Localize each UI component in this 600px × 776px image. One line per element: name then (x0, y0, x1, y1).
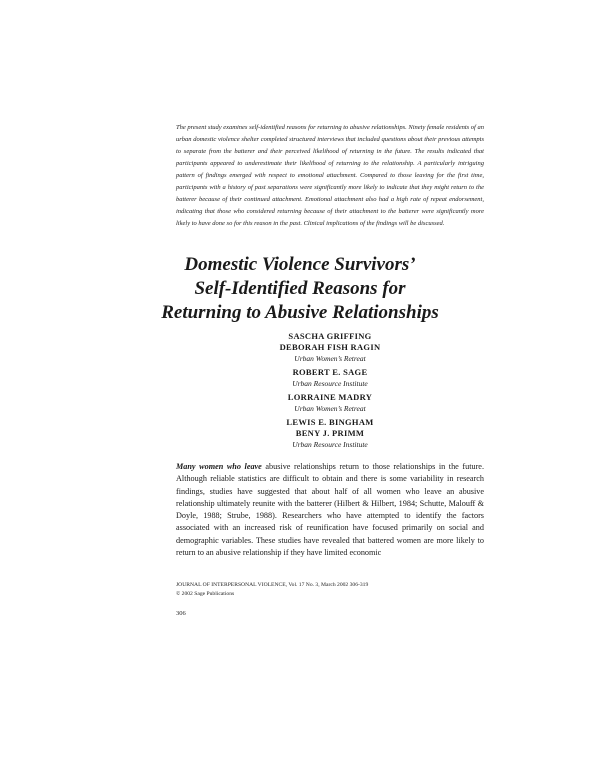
author-name: LORRAINE MADRY (287, 392, 373, 402)
author-name: SASCHA GRIFFING (288, 331, 372, 341)
page-number: 306 (176, 610, 186, 617)
journal-citation (176, 581, 496, 599)
author-name: DEBORAH FISH RAGIN (279, 342, 381, 352)
paragraph-text: abusive relationships return to those relationships in the future. Although reliable statistics are difficult to obtain and there is some variability in research findings, studies have suggested that about half of all women who leave an abusive relationship ultimately reunite with the batterer (Hilbert & Hilbert, 1984; Schutte, Malouff & Doyle, 1988; Strube, 1988). Researchers who have attempted to identify the factors associated with an increased risk of reunification have focused primarily on social and demographic variables. These studies have revealed that battered women are more likely to return to an abusive relationship if they have limited economic (176, 462, 484, 558)
author-group (176, 367, 484, 389)
paragraph-lead-in: Many women who leave (176, 462, 262, 471)
journal-info: JOURNAL OF INTERPERSONAL VIOLENCE, Vol. 17 No. 3, March 2002 306-319 (176, 582, 369, 588)
author-group (176, 417, 484, 450)
author-affiliation: Urban Resource Institute (292, 379, 368, 388)
article-title (150, 253, 450, 325)
author-affiliation: Urban Women’s Retreat (294, 404, 366, 413)
copyright-notice: © 2002 Sage Publications (176, 591, 235, 597)
body-paragraph (176, 461, 484, 559)
author-group (176, 331, 484, 364)
author-name: ROBERT E. SAGE (292, 367, 368, 377)
abstract: The present study examines self-identified reasons for returning to abusive relationships. Ninety female residents of an urban domestic violence shelter completed structured interviews that included questions about their previous attempts to separate from the batterer and their perceived likelihood of returning in the future. The results indicated that participants appeared to underestimate their likelihood of returning to the relationship. A particularly intriguing pattern of findings emerged with respect to emotional attachment. Compared to those leaving for the first time, participants with a history of past separations were significantly more likely to indicate that they might return to the batterer because of their continued attachment. Emotional attachment also had a high rate of repeat endorsement, indicating that those who considered returning because of their attachment to the batterer were significantly more likely to have done so for this reason in the past. Clinical implications of the findings will be discussed. (176, 124, 484, 227)
author-affiliation: Urban Resource Institute (292, 440, 368, 449)
article-title-line: Self-Identified Reasons for (194, 278, 406, 299)
author-affiliation: Urban Women’s Retreat (294, 354, 366, 363)
author-list (176, 331, 484, 453)
article-title-line: Domestic Violence Survivors’ (184, 254, 416, 275)
article-title-line: Returning to Abusive Relationships (161, 302, 439, 323)
author-name: LEWIS E. BINGHAM (286, 417, 374, 427)
author-name: BENY J. PRIMM (295, 428, 365, 438)
author-group (176, 392, 484, 414)
